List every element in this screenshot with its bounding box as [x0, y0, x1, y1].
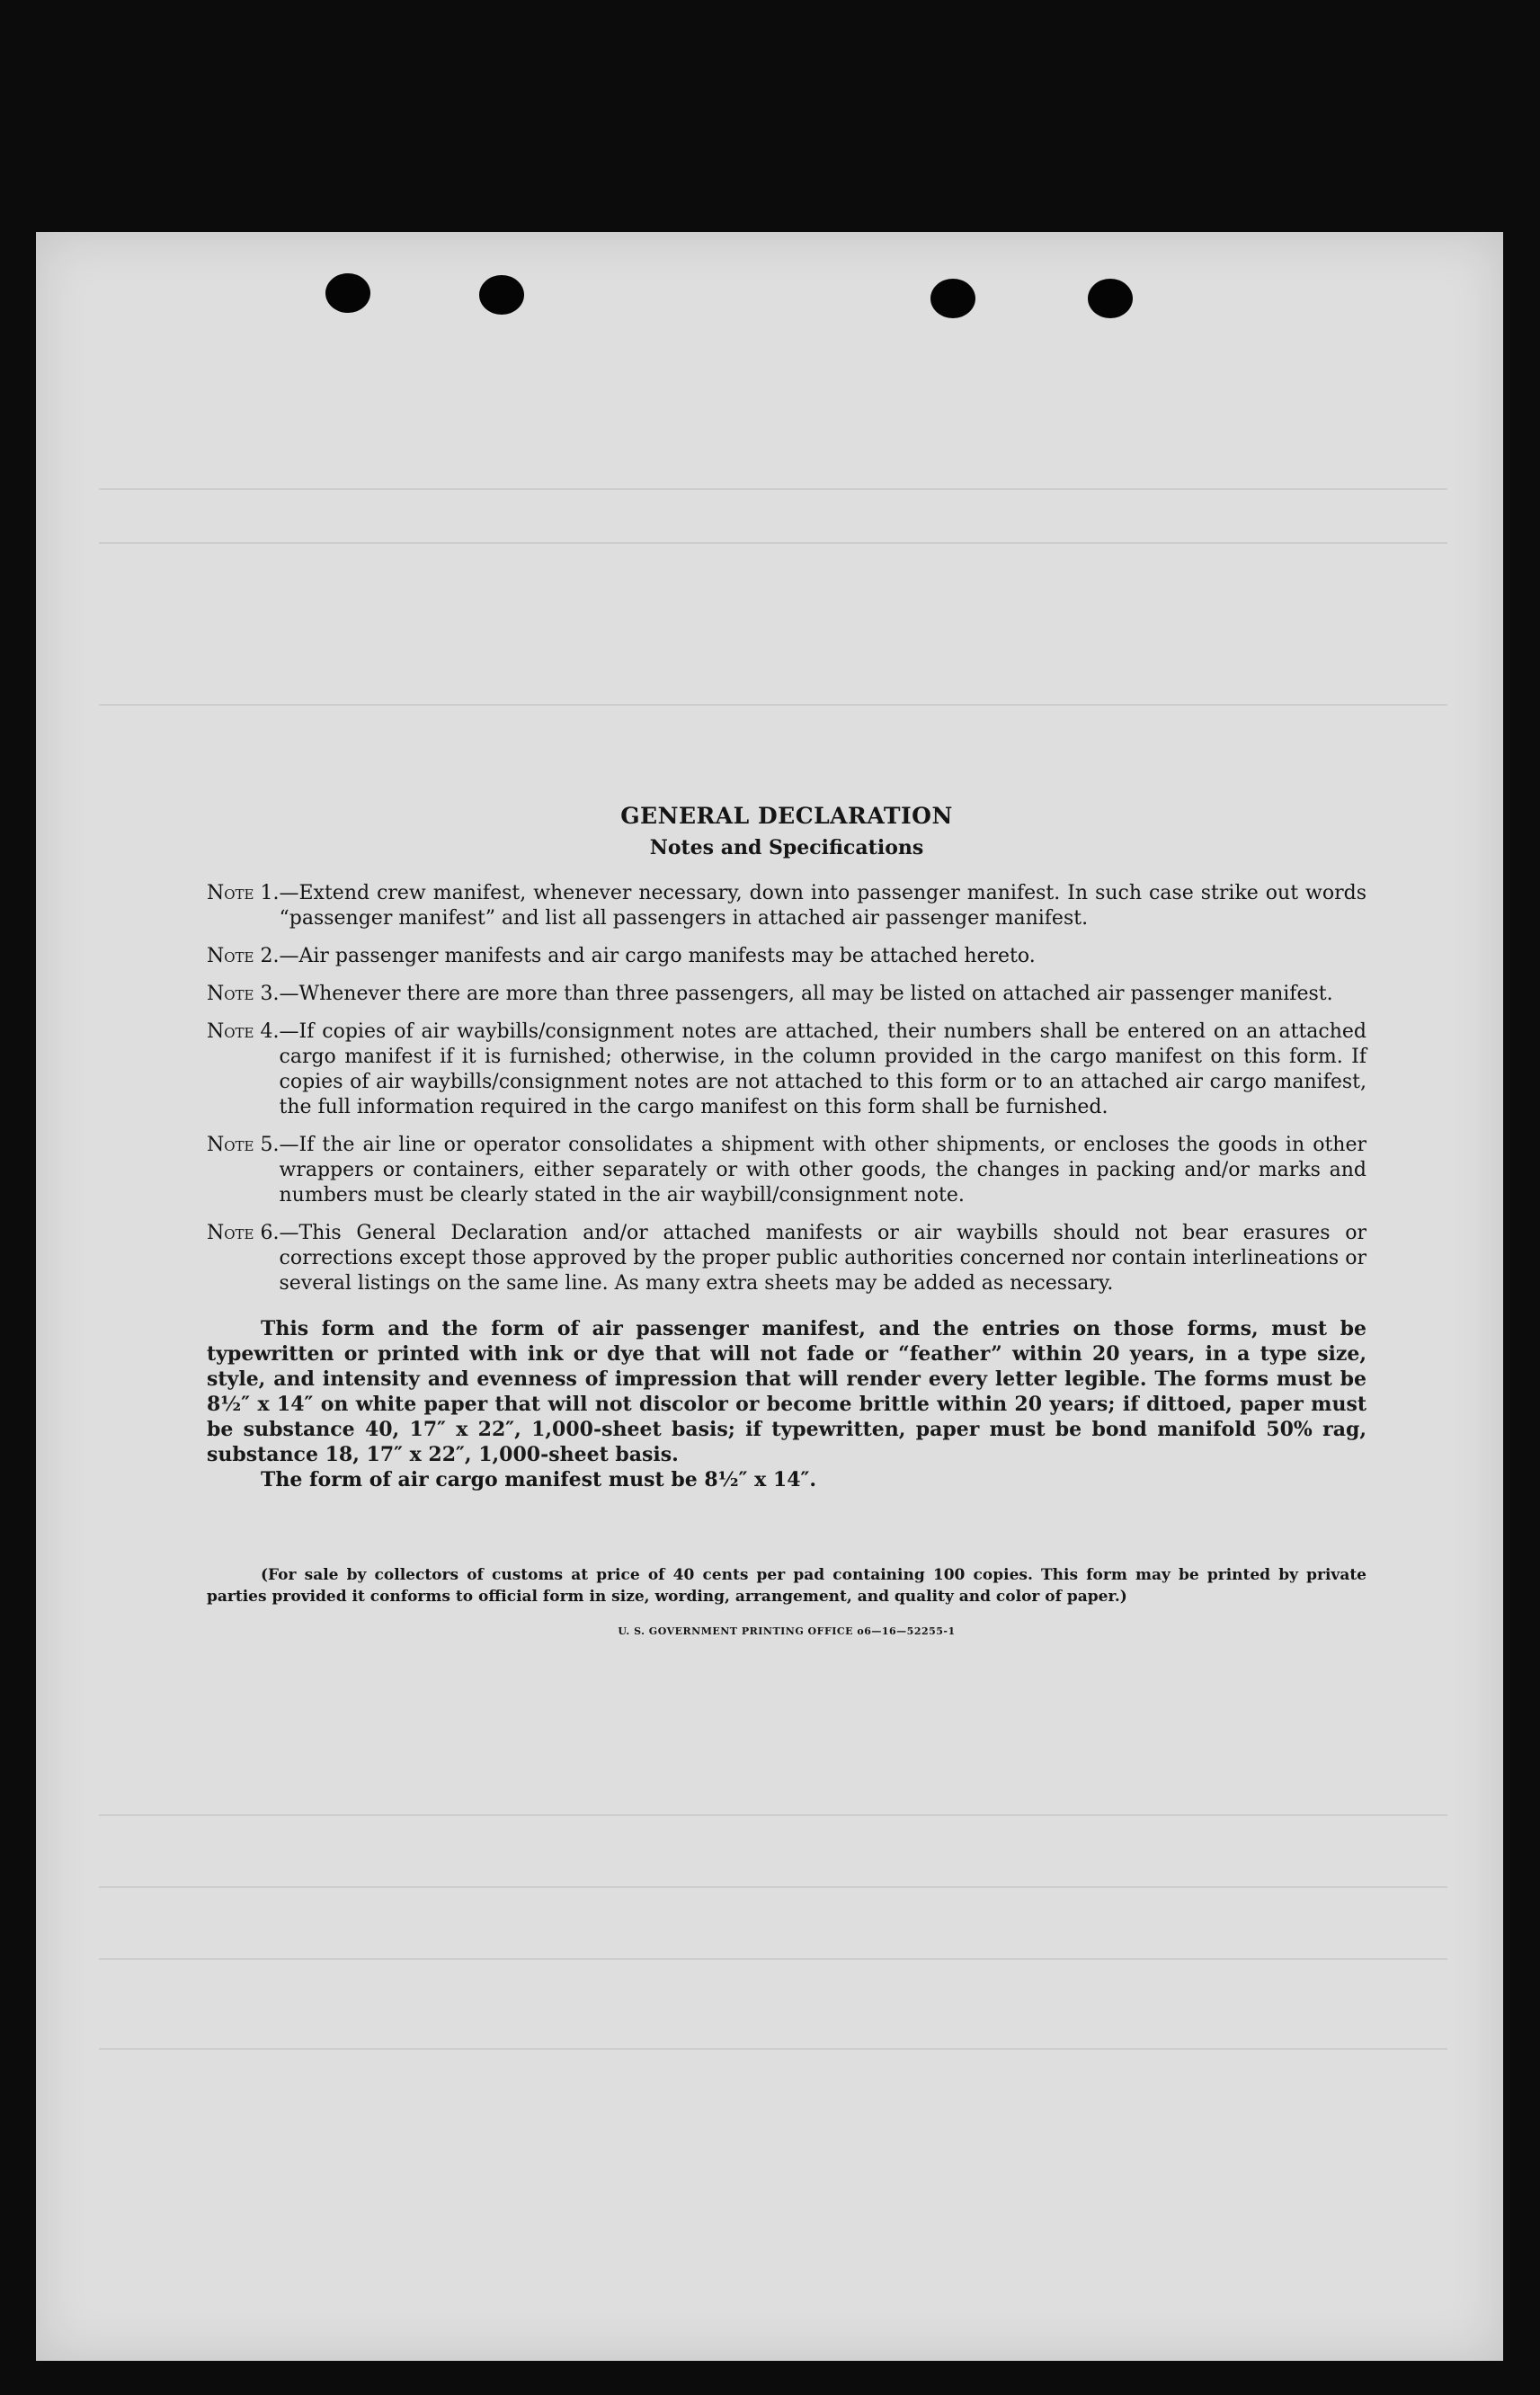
note-label: Note 6. — [207, 1222, 280, 1244]
note-label: Note 4. — [207, 1020, 280, 1043]
bleed-through-line — [99, 488, 1447, 490]
printer-imprint: U. S. GOVERNMENT PRINTING OFFICE o6—16—52255-1 — [618, 1625, 956, 1637]
bleed-through-line — [99, 2048, 1447, 2050]
bleed-through-line — [99, 1814, 1447, 1816]
note-text: —Whenever there are more than three passengers, all may be listed on attached air passenger manifest. — [279, 983, 1333, 1005]
note-text: —Air passenger manifests and air cargo manifests may be attached hereto. — [279, 945, 1036, 967]
page-title: GENERAL DECLARATION — [620, 803, 953, 829]
note-6 — [207, 1221, 1366, 1296]
note-label: Note 1. — [207, 882, 280, 904]
cargo-manifest-size-paragraph: The form of air cargo manifest must be 8½″ x 14″. — [261, 1468, 816, 1491]
note-3 — [207, 982, 1366, 1007]
page-subtitle: Notes and Specifications — [649, 836, 924, 859]
note-label: Note 3. — [207, 983, 280, 1005]
punch-hole — [479, 275, 524, 315]
form-specifications-paragraph: This form and the form of air passenger manifest, and the entries on those forms, must be typewritten or printed with ink or dye that will not fade or “feather” within 20 years, in a type size, style, and intensity and evenness of impression that will render every letter legible. The forms must be 8½″ x 14″ on white paper that will not discolor or become brittle within 20 years; if dittoed, paper must be substance 40, 17″ x 22″, 1,000-sheet basis; if typewritten, paper must be bond manifold 50% rag, substance 18, 17″ x 22″, 1,000-sheet basis. — [207, 1317, 1366, 1466]
punch-hole — [325, 273, 370, 313]
bleed-through-line — [99, 542, 1447, 544]
bleed-through-line — [99, 704, 1447, 706]
bleed-through-line — [99, 1886, 1447, 1888]
punch-hole — [1088, 279, 1133, 318]
notes-content — [207, 803, 1366, 1637]
note-text: —Extend crew manifest, whenever necessary, down into passenger manifest. In such case strike out words “passenger manifest” and list all passengers in attached air passenger manifest. — [279, 882, 1366, 930]
note-1 — [207, 881, 1366, 931]
document-page — [36, 232, 1503, 2361]
note-4 — [207, 1019, 1366, 1120]
note-text: —If the air line or operator consolidates a shipment with other shipments, or encloses the goods in other wrappers or containers, either separately or with other goods, the changes in packing and/or marks and numbers must be clearly stated in the air waybill/consignment note. — [279, 1134, 1366, 1206]
punch-hole — [930, 279, 975, 318]
note-5 — [207, 1133, 1366, 1208]
sale-note: (For sale by collectors of customs at price of 40 cents per pad containing 100 copies. This form may be printed by private parties provided it conforms to official form in size, wording, arrangement, and quality and color of paper.) — [207, 1566, 1366, 1606]
note-text: —This General Declaration and/or attached manifests or air waybills should not bear erasures or corrections except those approved by the proper public authorities concerned nor contain interlineations or several listings on the same line. As many extra sheets may be added as necessary. — [279, 1222, 1366, 1295]
note-2 — [207, 944, 1366, 969]
note-label: Note 5. — [207, 1134, 280, 1156]
bleed-through-line — [99, 1958, 1447, 1960]
note-text: —If copies of air waybills/consignment notes are attached, their numbers shall be entered on an attached cargo manifest if it is furnished; otherwise, in the column provided in the cargo manifest on this form. If copies of air waybills/consignment notes are not attached to this form or to an attached air cargo manifest, the full information required in the cargo manifest on this form shall be furnished. — [279, 1020, 1366, 1118]
note-label: Note 2. — [207, 945, 280, 967]
